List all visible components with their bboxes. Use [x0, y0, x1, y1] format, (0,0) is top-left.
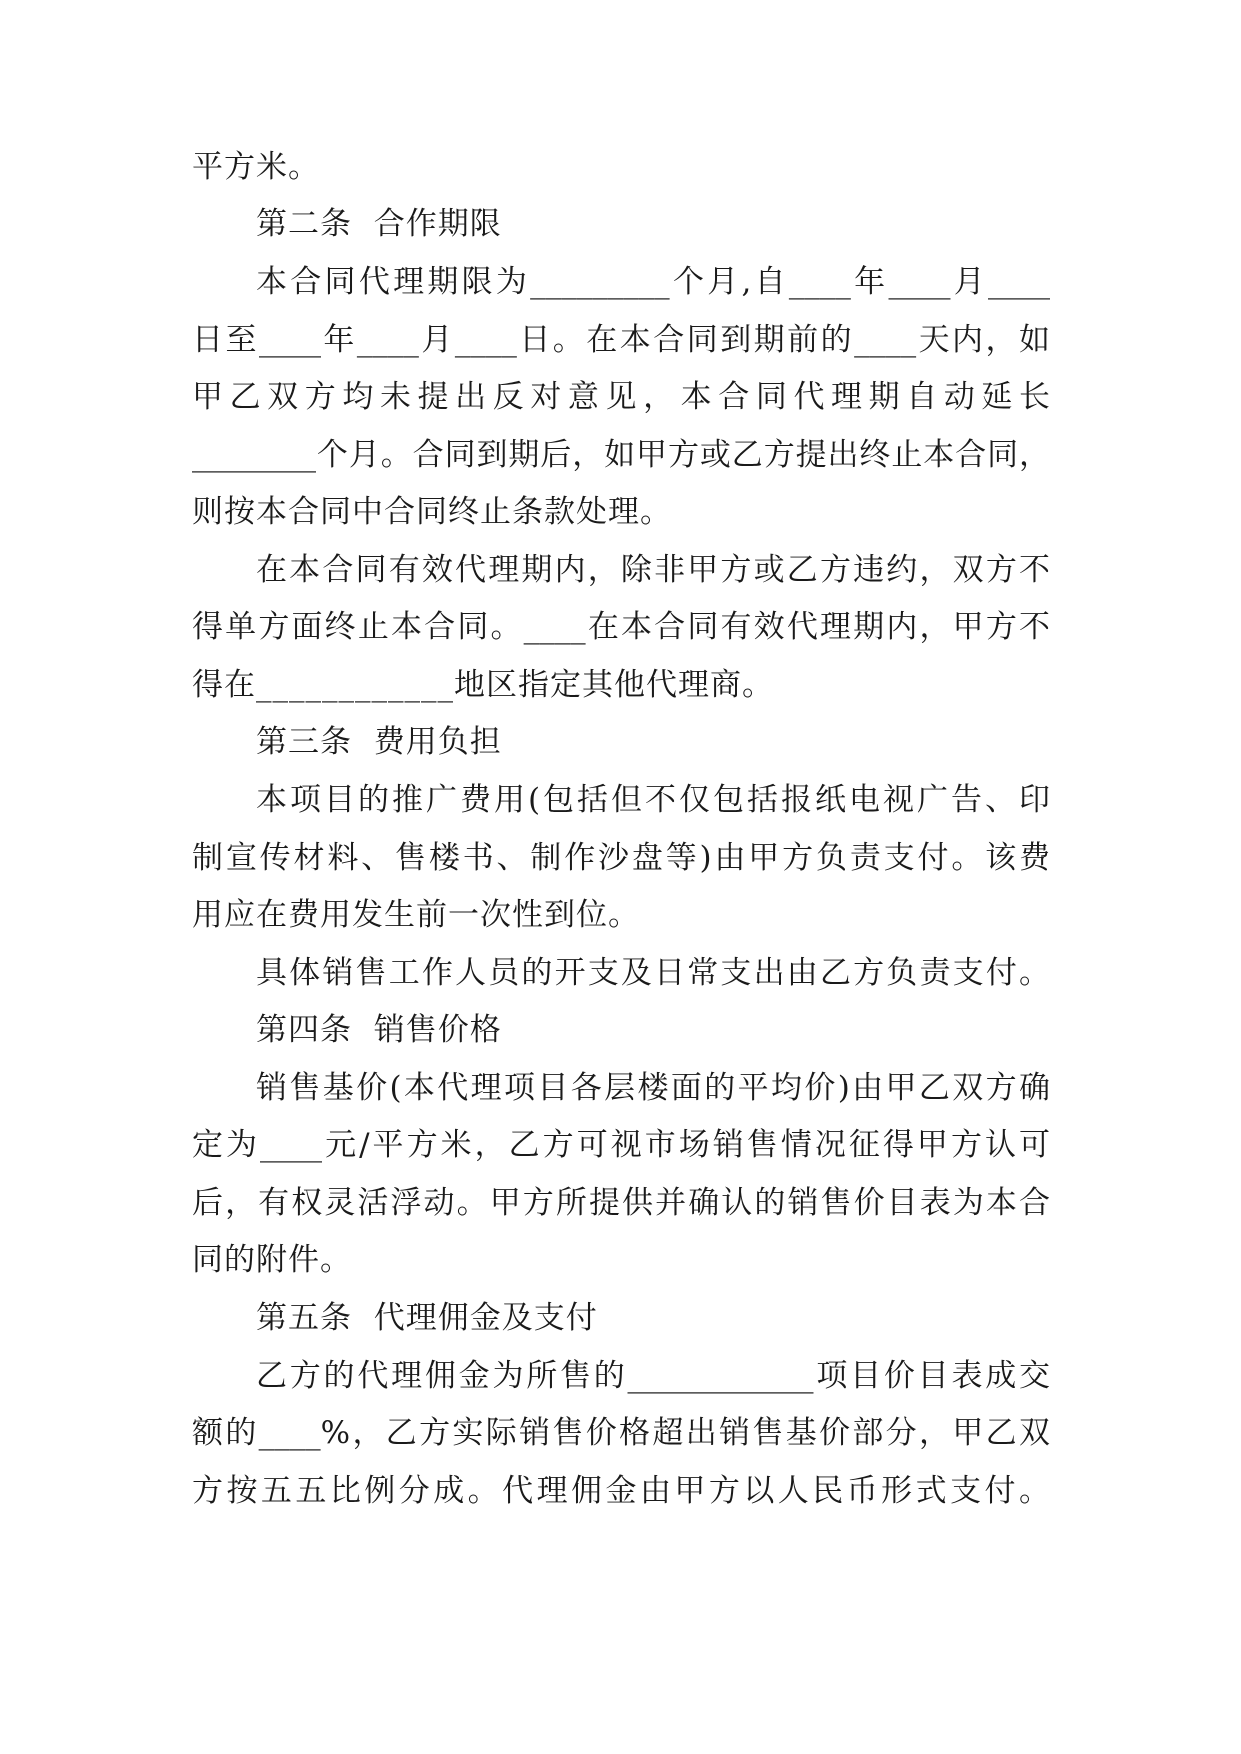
text-line: 日至____年____月____日。在本合同到期前的____天内，如: [192, 322, 1050, 358]
text-line: 得单方面终止本合同。____在本合同有效代理期内，甲方不: [192, 609, 1050, 645]
text-line: 在本合同有效代理期内，除非甲方或乙方违约，双方不: [256, 552, 1050, 588]
article-5-heading: 第五条 代理佣金及支付: [256, 1300, 598, 1336]
text-line: 额的____%，乙方实际销售价格超出销售基价部分，甲乙双: [192, 1415, 1050, 1451]
text-line: 本项目的推广费用(包括但不仅包括报纸电视广告、印: [256, 782, 1050, 818]
article-4-heading: 第四条 销售价格: [256, 1012, 502, 1048]
article-2-heading: 第二条 合作期限: [256, 206, 502, 242]
text-line: 甲乙双方均未提出反对意见，本合同代理期自动延长: [192, 379, 1050, 415]
text-line: 销售基价(本代理项目各层楼面的平均价)由甲乙双方确: [256, 1070, 1050, 1106]
text-line: 平方米。: [192, 149, 320, 185]
text-line: 同的附件。: [192, 1242, 352, 1278]
text-line: 后，有权灵活浮动。甲方所提供并确认的销售价目表为本合: [192, 1185, 1050, 1221]
text-line: 制宣传材料、售楼书、制作沙盘等)由甲方负责支付。该费: [192, 840, 1050, 876]
text-line: 乙方的代理佣金为所售的____________项目价目表成交: [256, 1358, 1050, 1394]
text-line: 定为____元/平方米，乙方可视市场销售情况征得甲方认可: [192, 1127, 1050, 1163]
text-line: ________个月。合同到期后，如甲方或乙方提出终止本合同，: [192, 437, 1050, 473]
text-line: 则按本合同中合同终止条款处理。: [192, 494, 672, 530]
text-line: 得在____________地区指定其他代理商。: [192, 667, 774, 703]
text-line: 方按五五比例分成。代理佣金由甲方以人民币形式支付。: [192, 1473, 1050, 1509]
article-3-heading: 第三条 费用负担: [256, 724, 502, 760]
text-line: 具体销售工作人员的开支及日常支出由乙方负责支付。: [256, 955, 1050, 991]
text-line: 用应在费用发生前一次性到位。: [192, 897, 640, 933]
text-line: 本合同代理期限为_________个月,自____年____月____: [256, 264, 1050, 300]
